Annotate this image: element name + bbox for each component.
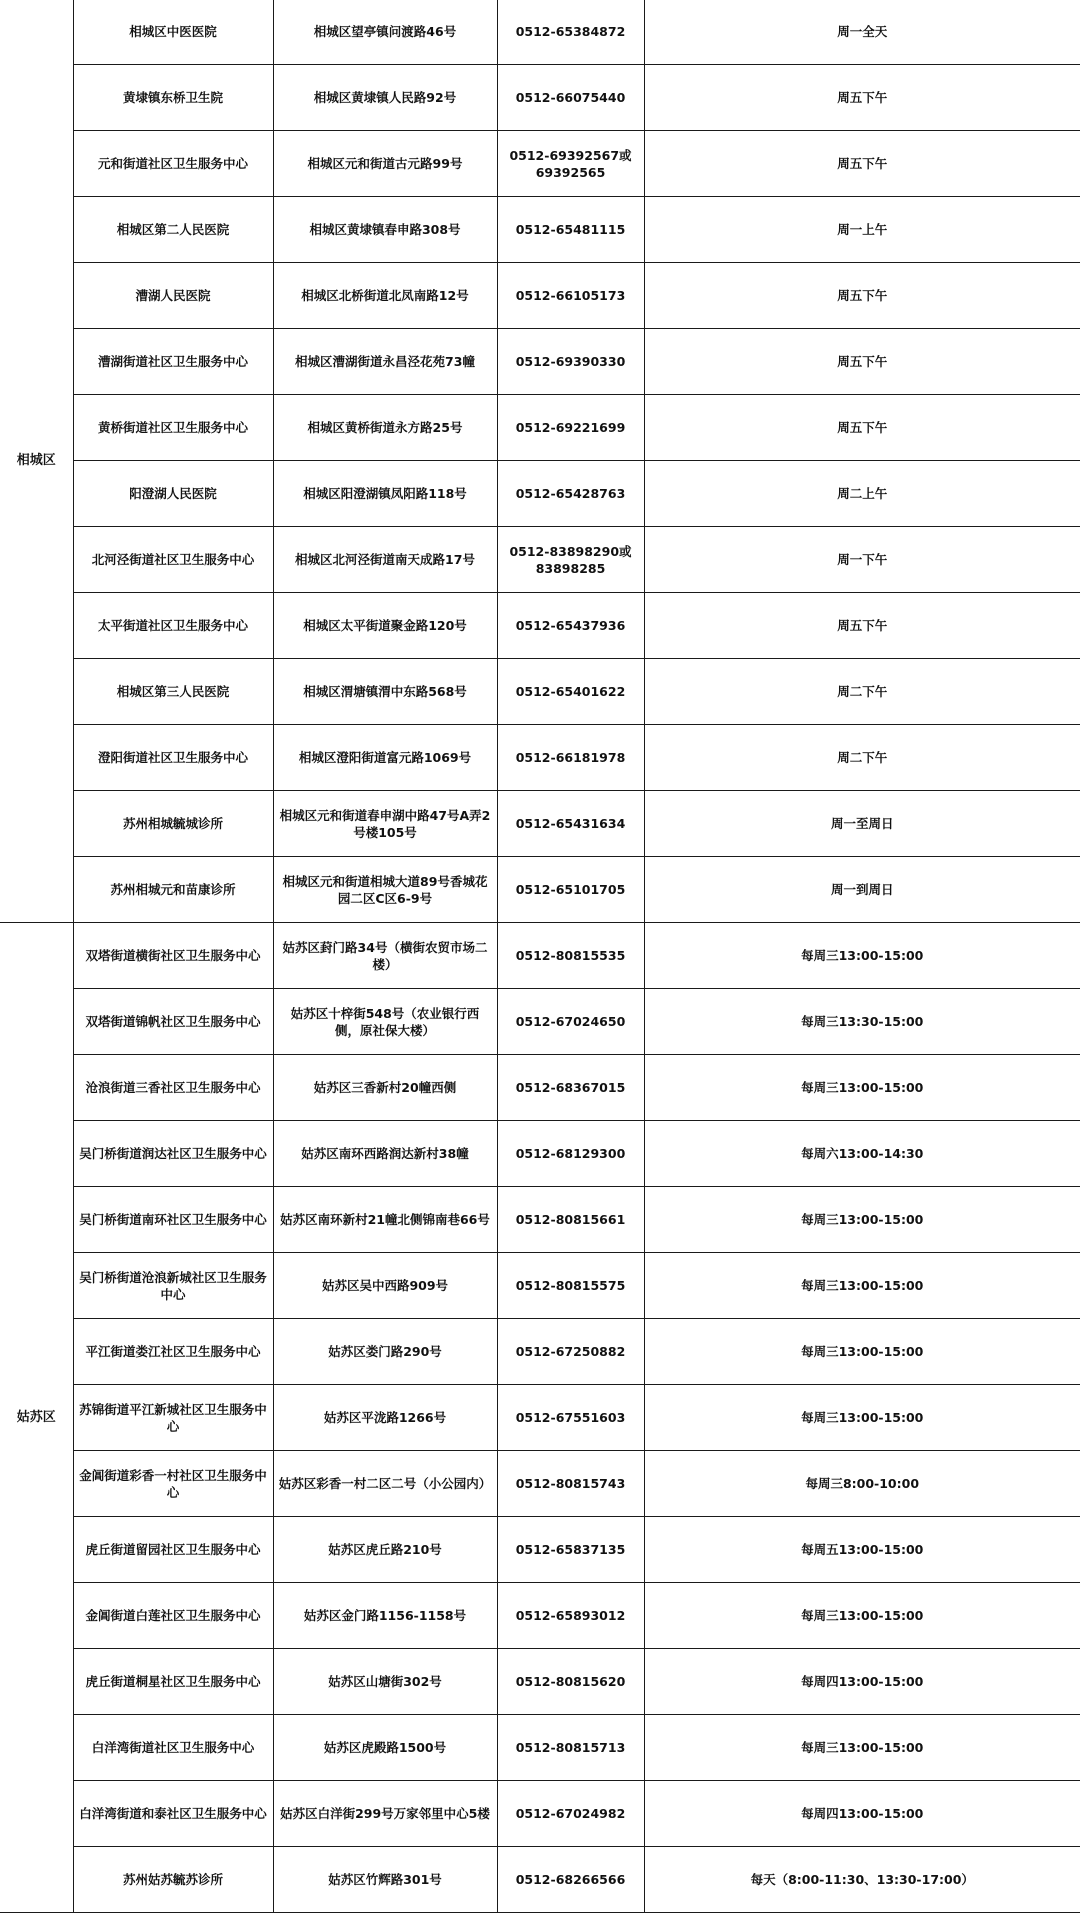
phone-cell: 0512-65893012 (497, 1583, 644, 1649)
address-cell: 姑苏区三香新村20幢西侧 (273, 1055, 497, 1121)
table-row (0, 197, 1080, 263)
schedule-cell: 每周三13:00-15:00 (644, 1319, 1080, 1385)
schedule-cell: 每周三8:00-10:00 (644, 1451, 1080, 1517)
clinic-name-cell: 金阊街道彩香一村社区卫生服务中心 (73, 1451, 273, 1517)
phone-cell: 0512-67250882 (497, 1319, 644, 1385)
address-cell: 相城区太平街道聚金路120号 (273, 593, 497, 659)
clinic-name-cell: 相城区中医医院 (73, 0, 273, 65)
phone-cell: 0512-80815535 (497, 923, 644, 989)
address-cell: 相城区黄埭镇春申路308号 (273, 197, 497, 263)
clinic-name-cell: 漕湖人民医院 (73, 263, 273, 329)
schedule-cell: 每周三13:00-15:00 (644, 923, 1080, 989)
clinic-name-cell: 吴门桥街道润达社区卫生服务中心 (73, 1121, 273, 1187)
clinic-name-cell: 沧浪街道三香社区卫生服务中心 (73, 1055, 273, 1121)
phone-cell: 0512-65481115 (497, 197, 644, 263)
schedule-cell: 周一到周日 (644, 857, 1080, 923)
address-cell: 相城区北河泾街道南天成路17号 (273, 527, 497, 593)
schedule-cell: 每周三13:00-15:00 (644, 1385, 1080, 1451)
clinic-name-cell: 阳澄湖人民医院 (73, 461, 273, 527)
phone-cell: 0512-80815743 (497, 1451, 644, 1517)
clinic-name-cell: 太平街道社区卫生服务中心 (73, 593, 273, 659)
schedule-cell: 每周四13:00-15:00 (644, 1781, 1080, 1847)
schedule-cell: 周一上午 (644, 197, 1080, 263)
table-row (0, 1121, 1080, 1187)
table-row (0, 593, 1080, 659)
schedule-cell: 每周三13:00-15:00 (644, 1253, 1080, 1319)
clinic-name-cell: 双塔街道横街社区卫生服务中心 (73, 923, 273, 989)
schedule-cell: 周一至周日 (644, 791, 1080, 857)
phone-cell: 0512-80815575 (497, 1253, 644, 1319)
clinic-name-cell: 黄桥街道社区卫生服务中心 (73, 395, 273, 461)
table-row (0, 791, 1080, 857)
table-row (0, 659, 1080, 725)
clinic-name-cell: 白洋湾街道社区卫生服务中心 (73, 1715, 273, 1781)
table-row (0, 1385, 1080, 1451)
phone-cell: 0512-67024982 (497, 1781, 644, 1847)
schedule-cell: 周五下午 (644, 263, 1080, 329)
table-row (0, 1451, 1080, 1517)
clinic-name-cell: 元和街道社区卫生服务中心 (73, 131, 273, 197)
clinic-name-cell: 北河泾街道社区卫生服务中心 (73, 527, 273, 593)
phone-cell: 0512-80815620 (497, 1649, 644, 1715)
address-cell: 姑苏区彩香一村二区二号（小公园内） (273, 1451, 497, 1517)
address-cell: 相城区元和街道春申湖中路47号A弄2号楼105号 (273, 791, 497, 857)
phone-cell: 0512-68129300 (497, 1121, 644, 1187)
phone-cell: 0512-69390330 (497, 329, 644, 395)
schedule-cell: 周一下午 (644, 527, 1080, 593)
table-row (0, 1649, 1080, 1715)
address-cell: 姑苏区虎丘路210号 (273, 1517, 497, 1583)
phone-cell: 0512-65384872 (497, 0, 644, 65)
schedule-cell: 周五下午 (644, 395, 1080, 461)
phone-cell: 0512-68266566 (497, 1847, 644, 1913)
table-row (0, 0, 1080, 65)
table-row (0, 461, 1080, 527)
table-row (0, 395, 1080, 461)
schedule-cell: 周五下午 (644, 593, 1080, 659)
phone-cell: 0512-80815661 (497, 1187, 644, 1253)
table-row (0, 1319, 1080, 1385)
address-cell: 姑苏区竹辉路301号 (273, 1847, 497, 1913)
address-cell: 姑苏区十梓街548号（农业银行西侧，原社保大楼） (273, 989, 497, 1055)
table-row (0, 131, 1080, 197)
schedule-cell: 周一全天 (644, 0, 1080, 65)
clinic-name-cell: 双塔街道锦帆社区卫生服务中心 (73, 989, 273, 1055)
clinic-name-cell: 澄阳街道社区卫生服务中心 (73, 725, 273, 791)
schedule-cell: 周五下午 (644, 65, 1080, 131)
schedule-cell: 每周三13:00-15:00 (644, 1187, 1080, 1253)
phone-cell: 0512-69221699 (497, 395, 644, 461)
schedule-cell: 每周三13:00-15:00 (644, 1055, 1080, 1121)
address-cell: 相城区漕湖街道永昌泾花苑73幢 (273, 329, 497, 395)
table-row (0, 923, 1080, 989)
district-cell: 姑苏区 (0, 923, 73, 1913)
address-cell: 姑苏区白洋街299号万家邻里中心5楼 (273, 1781, 497, 1847)
phone-cell: 0512-65437936 (497, 593, 644, 659)
clinic-name-cell: 苏州姑苏毓苏诊所 (73, 1847, 273, 1913)
phone-cell: 0512-66105173 (497, 263, 644, 329)
address-cell: 姑苏区金门路1156-1158号 (273, 1583, 497, 1649)
clinic-name-cell: 相城区第三人民医院 (73, 659, 273, 725)
clinic-name-cell: 吴门桥街道南环社区卫生服务中心 (73, 1187, 273, 1253)
schedule-cell: 周五下午 (644, 131, 1080, 197)
phone-cell: 0512-67024650 (497, 989, 644, 1055)
phone-cell: 0512-83898290或83898285 (497, 527, 644, 593)
table-row (0, 1583, 1080, 1649)
table-row (0, 527, 1080, 593)
table-row (0, 1715, 1080, 1781)
district-cell: 相城区 (0, 0, 73, 923)
schedule-cell: 周二下午 (644, 725, 1080, 791)
table-row (0, 725, 1080, 791)
address-cell: 姑苏区葑门路34号（横街农贸市场二楼） (273, 923, 497, 989)
address-cell: 相城区黄桥街道永方路25号 (273, 395, 497, 461)
address-cell: 相城区黄埭镇人民路92号 (273, 65, 497, 131)
schedule-cell: 每周四13:00-15:00 (644, 1649, 1080, 1715)
schedule-cell: 每周五13:00-15:00 (644, 1517, 1080, 1583)
clinic-name-cell: 苏州相城元和苗康诊所 (73, 857, 273, 923)
address-cell: 姑苏区山塘街302号 (273, 1649, 497, 1715)
clinic-name-cell: 平江街道娄江社区卫生服务中心 (73, 1319, 273, 1385)
schedule-cell: 每周三13:30-15:00 (644, 989, 1080, 1055)
address-cell: 相城区阳澄湖镇凤阳路118号 (273, 461, 497, 527)
phone-cell: 0512-65401622 (497, 659, 644, 725)
table-row (0, 1055, 1080, 1121)
address-cell: 姑苏区虎殿路1500号 (273, 1715, 497, 1781)
address-cell: 相城区渭塘镇渭中东路568号 (273, 659, 497, 725)
address-cell: 相城区北桥街道北凤南路12号 (273, 263, 497, 329)
phone-cell: 0512-65837135 (497, 1517, 644, 1583)
address-cell: 相城区望亭镇问渡路46号 (273, 0, 497, 65)
schedule-cell: 每周三13:00-15:00 (644, 1583, 1080, 1649)
address-cell: 姑苏区娄门路290号 (273, 1319, 497, 1385)
address-cell: 姑苏区南环西路润达新村38幢 (273, 1121, 497, 1187)
phone-cell: 0512-65431634 (497, 791, 644, 857)
address-cell: 相城区澄阳街道富元路1069号 (273, 725, 497, 791)
clinic-name-cell: 漕湖街道社区卫生服务中心 (73, 329, 273, 395)
clinic-name-cell: 黄埭镇东桥卫生院 (73, 65, 273, 131)
table-row (0, 989, 1080, 1055)
phone-cell: 0512-65101705 (497, 857, 644, 923)
schedule-cell: 每天（8:00-11:30、13:30-17:00） (644, 1847, 1080, 1913)
table-row (0, 857, 1080, 923)
phone-cell: 0512-69392567或69392565 (497, 131, 644, 197)
clinic-name-cell: 金阊街道白莲社区卫生服务中心 (73, 1583, 273, 1649)
table-row (0, 263, 1080, 329)
clinic-name-cell: 白洋湾街道和泰社区卫生服务中心 (73, 1781, 273, 1847)
schedule-cell: 周二下午 (644, 659, 1080, 725)
phone-cell: 0512-80815713 (497, 1715, 644, 1781)
address-cell: 相城区元和街道古元路99号 (273, 131, 497, 197)
phone-cell: 0512-66181978 (497, 725, 644, 791)
address-cell: 姑苏区南环新村21幢北侧锦南巷66号 (273, 1187, 497, 1253)
table-row (0, 329, 1080, 395)
address-cell: 姑苏区吴中西路909号 (273, 1253, 497, 1319)
phone-cell: 0512-68367015 (497, 1055, 644, 1121)
schedule-cell: 周二上午 (644, 461, 1080, 527)
table-row (0, 1253, 1080, 1319)
address-cell: 相城区元和街道相城大道89号香城花园二区C区6-9号 (273, 857, 497, 923)
phone-cell: 0512-65428763 (497, 461, 644, 527)
clinic-name-cell: 虎丘街道留园社区卫生服务中心 (73, 1517, 273, 1583)
phone-cell: 0512-66075440 (497, 65, 644, 131)
clinic-name-cell: 吴门桥街道沧浪新城社区卫生服务中心 (73, 1253, 273, 1319)
schedule-cell: 周五下午 (644, 329, 1080, 395)
table-row (0, 65, 1080, 131)
schedule-cell: 每周六13:00-14:30 (644, 1121, 1080, 1187)
clinic-name-cell: 苏州相城毓城诊所 (73, 791, 273, 857)
address-cell: 姑苏区平泷路1266号 (273, 1385, 497, 1451)
table-row (0, 1187, 1080, 1253)
phone-cell: 0512-67551603 (497, 1385, 644, 1451)
clinic-name-cell: 相城区第二人民医院 (73, 197, 273, 263)
table-row (0, 1781, 1080, 1847)
clinic-name-cell: 苏锦街道平江新城社区卫生服务中心 (73, 1385, 273, 1451)
table-row (0, 1517, 1080, 1583)
schedule-cell: 每周三13:00-15:00 (644, 1715, 1080, 1781)
clinic-name-cell: 虎丘街道桐星社区卫生服务中心 (73, 1649, 273, 1715)
table-row (0, 1847, 1080, 1913)
